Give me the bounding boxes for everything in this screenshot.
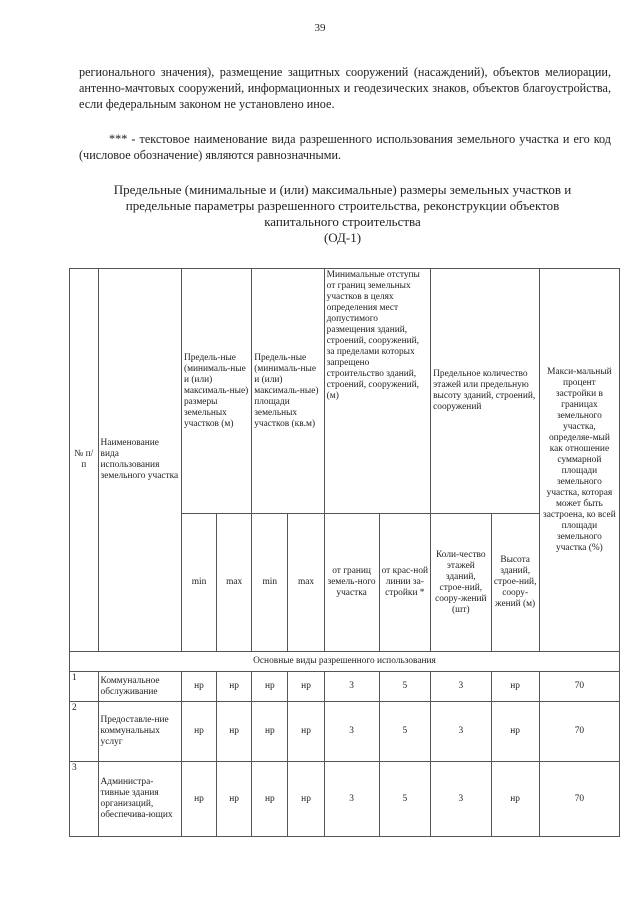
- row-min-area: нр: [252, 762, 288, 837]
- header-floors: Предельное количество этажей или предельную высоту зданий, строений, сооружений: [431, 269, 540, 514]
- row-max-area: нр: [288, 702, 324, 762]
- row-name: Предоставле-ние коммунальных услуг: [98, 702, 181, 762]
- header-max-size: max: [217, 514, 252, 652]
- table-row: [70, 762, 620, 837]
- header-setback-redline: от крас-ной линии за-стройки *: [379, 514, 431, 652]
- row-min-size: нр: [181, 762, 216, 837]
- paragraph-footnote: *** - текстовое наименование вида разрешенного использования земельного участка и его код (числовое обозначение) являются равнозначными.: [79, 132, 611, 162]
- header-area: Предель-ные (минималь-ные и (или) максималь-ные) площади земельных участков (кв.м): [252, 269, 324, 514]
- row-setback-border: 3: [324, 672, 379, 702]
- page-number: 39: [314, 22, 326, 34]
- row-coverage: 70: [539, 762, 619, 837]
- row-max-size: нр: [217, 762, 252, 837]
- row-num: 3: [70, 762, 99, 837]
- row-max-size: нр: [217, 672, 252, 702]
- section-title-row: Основные виды разрешенного использования: [70, 652, 620, 672]
- header-min-area: min: [252, 514, 288, 652]
- row-height: нр: [491, 672, 539, 702]
- row-coverage: 70: [539, 702, 619, 762]
- heading-line-4: (ОД-1): [323, 230, 362, 245]
- row-height: нр: [491, 762, 539, 837]
- table-row: [70, 672, 620, 702]
- heading-line-3: капитального строительства: [264, 214, 421, 229]
- paragraph-continuation: регионального значения), размещение защитных сооружений (насаждений), объектов мелиорации, антенно-мачтовых сооружений, информационных и геодезических знаков, объектов благоустройства, если федеральным законом не установлено иное.: [79, 65, 611, 111]
- row-name: Администра-тивные здания организаций, обеспечива-ющих: [98, 762, 181, 837]
- header-setbacks: Минимальные отступы от границ земельных участков в целях определения мест допустимого размещения зданий, строений, сооружений, за пределами которых запрещено строительство зданий, строений, сооружений, (м): [324, 269, 430, 514]
- row-max-size: нр: [217, 702, 252, 762]
- row-name: Коммунальное обслуживание: [98, 672, 181, 702]
- heading-line-2: предельные параметры разрешенного строительства, реконструкции объектов: [125, 198, 560, 213]
- table-row: [70, 702, 620, 762]
- header-max-area: max: [288, 514, 324, 652]
- header-floor-count: Коли-чество этажей зданий, строе-ний, соору-жений (шт): [431, 514, 491, 652]
- row-setback-border: 3: [324, 762, 379, 837]
- row-num: 2: [70, 702, 99, 762]
- header-min-size: min: [181, 514, 216, 652]
- row-min-size: нр: [181, 672, 216, 702]
- header-coverage: Макси-мальный процент застройки в границах земельного участка, определяе-мый как отношение суммарной площади земельного участка, которая может быть застроена, ко всей площади земельного участка (%): [539, 269, 619, 652]
- row-floors: 3: [431, 762, 491, 837]
- row-setback-redline: 5: [379, 762, 431, 837]
- parameters-table: [69, 268, 620, 837]
- header-sizes: Предель-ные (минималь-ные и (или) максималь-ные) размеры земельных участков (м): [181, 269, 251, 514]
- header-num: № п/п: [70, 269, 99, 652]
- row-setback-redline: 5: [379, 702, 431, 762]
- row-num: 1: [70, 672, 99, 702]
- row-min-area: нр: [252, 702, 288, 762]
- row-height: нр: [491, 702, 539, 762]
- heading-line-1: Предельные (минимальные и (или) максимальные) размеры земельных участков и: [113, 182, 572, 197]
- row-setback-redline: 5: [379, 672, 431, 702]
- header-setback-border: от границ земель-ного участка: [324, 514, 379, 652]
- row-floors: 3: [431, 672, 491, 702]
- header-height: Высота зданий, строе-ний, соору-жений (м): [491, 514, 539, 652]
- header-name: Наименование вида использования земельного участка: [98, 269, 181, 652]
- row-max-area: нр: [288, 672, 324, 702]
- row-min-area: нр: [252, 672, 288, 702]
- section-heading: [70, 182, 615, 246]
- row-max-area: нр: [288, 762, 324, 837]
- row-floors: 3: [431, 702, 491, 762]
- row-min-size: нр: [181, 702, 216, 762]
- row-setback-border: 3: [324, 702, 379, 762]
- row-coverage: 70: [539, 672, 619, 702]
